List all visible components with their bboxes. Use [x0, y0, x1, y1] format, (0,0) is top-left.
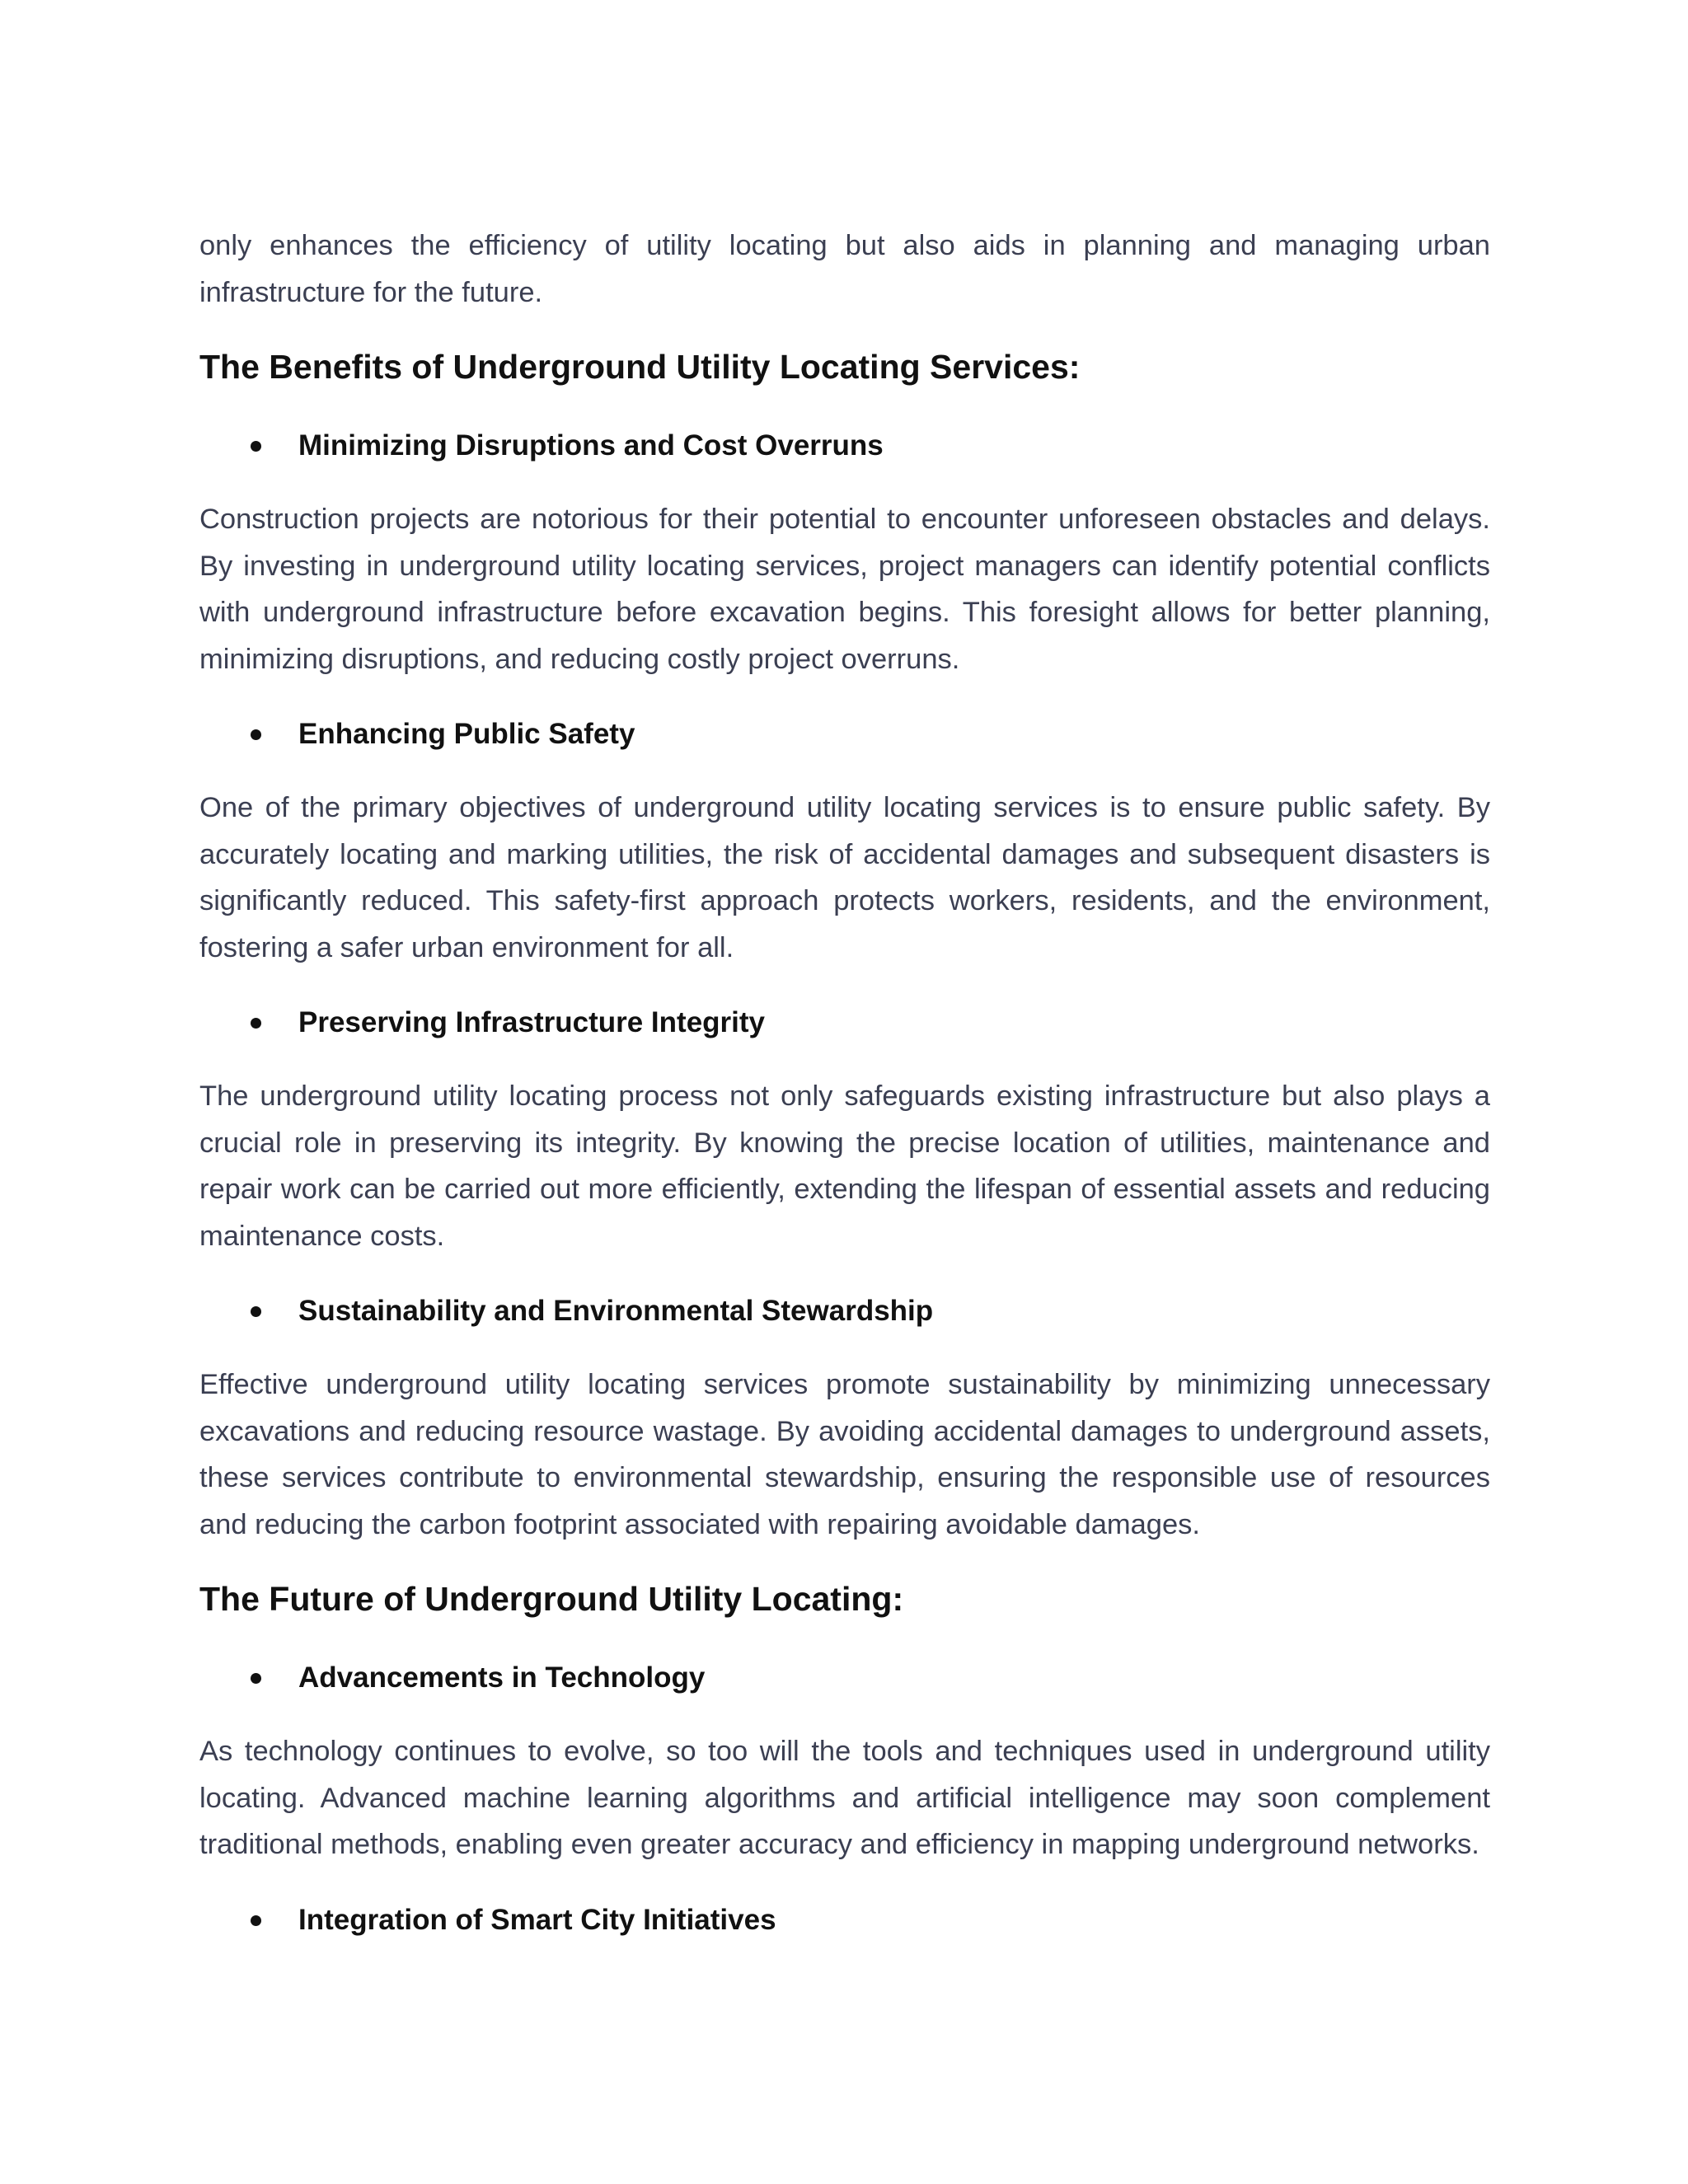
bullet-title: Sustainability and Environmental Stewardship: [298, 1295, 934, 1327]
bullet-dot-icon: [251, 1673, 261, 1684]
bullet-dot-icon: [251, 441, 261, 452]
bullet-item: [199, 1288, 1490, 1334]
bullet-title: Integration of Smart City Initiatives: [298, 1903, 776, 1936]
bullet-item: [199, 423, 1490, 469]
intro-paragraph: only enhances the efficiency of utility locating but also aids in planning and managing urban infrastructure for the future.: [199, 230, 1490, 308]
item-paragraph: The underground utility locating process not only safeguards existing infrastructure but also plays a crucial role in preserving its integrity. By knowing the precise location of utilities, maintenance and repair work can be carried out more efficiently, extending the lifespan of essential assets and reducing maintenance costs.: [199, 1080, 1490, 1252]
bullet-title: Advancements in Technology: [298, 1661, 706, 1694]
document-content: [199, 194, 1490, 1943]
bullet-title: Enhancing Public Safety: [298, 718, 635, 750]
bullet-item: [199, 711, 1490, 757]
bullet-title: Minimizing Disruptions and Cost Overruns: [298, 429, 884, 462]
bullet-item: [199, 1000, 1490, 1046]
section-heading-future: The Future of Underground Utility Locating:: [199, 1580, 904, 1618]
bullet-dot-icon: [251, 729, 261, 740]
bullet-dot-icon: [251, 1306, 261, 1317]
item-paragraph: One of the primary objectives of underground utility locating services is to ensure public safety. By accurately locating and marking utilities, the risk of accidental damages and subsequent disasters is significantly reduced. This safety-first approach protects workers, residents, and the environment, fostering a safer urban environment for all.: [199, 792, 1490, 963]
item-paragraph: Construction projects are notorious for their potential to encounter unforeseen obstacles and delays. By investing in underground utility locating services, project managers can identify potential conflicts with underground infrastructure before excavation begins. This foresight allows for better planning, minimizing disruptions, and reducing costly project overruns.: [199, 504, 1490, 675]
section-heading-benefits: The Benefits of Underground Utility Locating Services:: [199, 348, 1081, 386]
bullet-item: [199, 1655, 1490, 1701]
item-paragraph: As technology continues to evolve, so too will the tools and techniques used in underground utility locating. Advanced machine learning algorithms and artificial intelligence may soon complement traditional methods, enabling even greater accuracy and efficiency in mapping underground networks.: [199, 1736, 1490, 1860]
bullet-dot-icon: [251, 1018, 261, 1029]
bullet-dot-icon: [251, 1915, 261, 1926]
bullet-item: [199, 1897, 1490, 1943]
item-paragraph: Effective underground utility locating services promote sustainability by minimizing unnecessary excavations and reducing resource wastage. By avoiding accidental damages to underground assets, these services contribute to environmental stewardship, ensuring the responsible use of resources and reducing the carbon footprint associated with repairing avoidable damages.: [199, 1369, 1490, 1540]
bullet-title: Preserving Infrastructure Integrity: [298, 1006, 765, 1038]
